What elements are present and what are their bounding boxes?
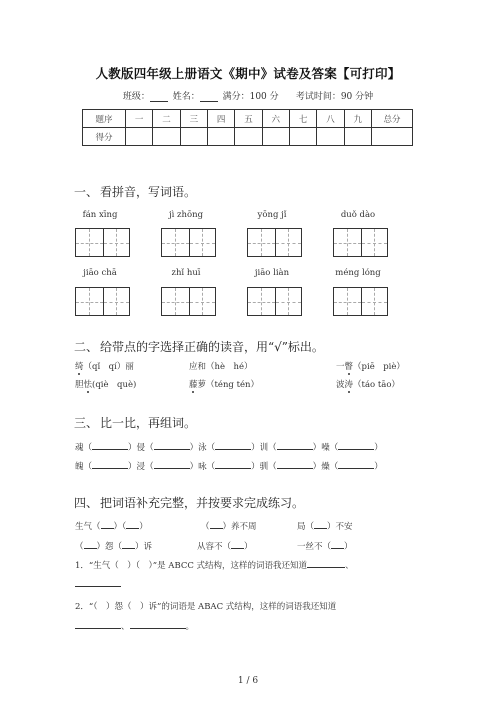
class-label: 班级： bbox=[122, 92, 150, 102]
score-cell[interactable] bbox=[317, 128, 344, 146]
section-title: 看拼音，写词语。 bbox=[100, 185, 197, 199]
reading-item: 胆怯(qiè què) bbox=[75, 380, 137, 390]
score-col-label: 题序 bbox=[83, 110, 126, 128]
answer-blank[interactable] bbox=[307, 559, 345, 568]
score-table bbox=[82, 109, 413, 146]
pinyin: fán xīng bbox=[82, 210, 118, 220]
writing-grid[interactable] bbox=[75, 287, 130, 316]
pinyin: jì zhōng bbox=[168, 210, 204, 220]
section-number: 三、 bbox=[74, 416, 99, 430]
score-cell[interactable] bbox=[235, 128, 262, 146]
section-number: 一、 bbox=[74, 185, 99, 199]
section-1-heading bbox=[74, 183, 196, 200]
score-col: 二 bbox=[153, 110, 180, 128]
pinyin: jiāo liàn bbox=[254, 268, 290, 278]
score-cell[interactable] bbox=[262, 128, 289, 146]
score-cell[interactable] bbox=[344, 128, 371, 146]
section-2-heading bbox=[74, 338, 324, 355]
answer-blank[interactable] bbox=[154, 460, 190, 469]
score-cell[interactable] bbox=[372, 128, 413, 146]
section-4-heading bbox=[74, 494, 304, 511]
score-value-row bbox=[83, 128, 413, 146]
pinyin: duǒ dào bbox=[340, 210, 376, 220]
reading-item: 应和（hè hé） bbox=[189, 362, 253, 372]
idiom-item: 从容不（ ） bbox=[197, 542, 253, 552]
answer-blank[interactable] bbox=[338, 441, 374, 450]
score-col: 四 bbox=[207, 110, 234, 128]
class-blank bbox=[150, 92, 168, 102]
word-row: 魄（ ）浸（ ）咏（ ）驯（ ）燥（ ） bbox=[75, 462, 383, 472]
answer-blank[interactable] bbox=[92, 441, 128, 450]
answer-line[interactable] bbox=[75, 586, 121, 587]
section-number: 二、 bbox=[74, 340, 99, 354]
section-title: 把词语补充完整，并按要求完成练习。 bbox=[100, 496, 305, 510]
answer-blank[interactable] bbox=[277, 441, 313, 450]
page-title: 人教版四年级上册语文《期中》试卷及答案【可打印】 bbox=[95, 66, 401, 81]
name-blank bbox=[200, 92, 218, 102]
section-title: 比一比，再组词。 bbox=[100, 416, 197, 430]
answer-blank[interactable] bbox=[92, 460, 128, 469]
answer-blank[interactable] bbox=[215, 441, 251, 450]
score-col: 八 bbox=[317, 110, 344, 128]
score-col: 七 bbox=[289, 110, 316, 128]
score-col: 一 bbox=[126, 110, 153, 128]
name-label: 姓名： bbox=[172, 92, 200, 102]
answer-blank[interactable] bbox=[277, 460, 313, 469]
reading-item: 藤萝（téng tén） bbox=[189, 380, 259, 390]
score-col-total: 总分 bbox=[372, 110, 413, 128]
pinyin: méng lóng bbox=[335, 268, 381, 278]
exam-info bbox=[0, 89, 496, 102]
answer-blank[interactable] bbox=[338, 460, 374, 469]
writing-grid[interactable] bbox=[247, 287, 302, 316]
idiom-item: 局（ ）不安 bbox=[297, 522, 353, 532]
writing-grid[interactable] bbox=[75, 228, 130, 257]
answer-blank[interactable] bbox=[75, 620, 121, 629]
score-header-row bbox=[83, 110, 413, 128]
section-3-heading bbox=[74, 414, 196, 431]
score-cell[interactable] bbox=[180, 128, 207, 146]
score-col: 六 bbox=[262, 110, 289, 128]
idiom-item: 生气（ ）（ ） bbox=[75, 522, 148, 532]
answer-blank[interactable] bbox=[154, 441, 190, 450]
question-2: 2．“（ ）怨（ ）诉”的词语是 ABAC 式结构，这样的词语我还知道 bbox=[75, 602, 337, 612]
writing-grid[interactable] bbox=[333, 287, 388, 316]
writing-grid[interactable] bbox=[333, 228, 388, 257]
reading-item: 一瞥（piē piè） bbox=[336, 362, 405, 372]
question-2-answers: 、 。 bbox=[75, 620, 194, 632]
exam-time: 考试时间：90 分钟 bbox=[295, 92, 374, 102]
reading-item: 绮（qǐ qí）丽 bbox=[75, 362, 134, 372]
answer-blank[interactable] bbox=[130, 620, 186, 629]
idiom-item: （ ）怨（ ）诉 bbox=[75, 542, 153, 552]
pinyin: zhǐ huī bbox=[171, 268, 201, 278]
writing-grid[interactable] bbox=[161, 228, 216, 257]
score-col: 九 bbox=[344, 110, 371, 128]
question-1: 1．“生气（ ）（ ）”是 ABCC 式结构，这样的词语我还知道 、 bbox=[75, 561, 354, 571]
pinyin: jiāo chā bbox=[83, 268, 117, 278]
writing-grid[interactable] bbox=[161, 287, 216, 316]
section-title: 给带点的字选择正确的读音，用“√”标出。 bbox=[100, 340, 324, 354]
score-cell[interactable] bbox=[126, 128, 153, 146]
score-cell[interactable] bbox=[153, 128, 180, 146]
score-row-label: 得分 bbox=[83, 128, 126, 146]
pinyin: yōng jǐ bbox=[257, 210, 287, 220]
idiom-item: 一丝不（ ） bbox=[297, 542, 353, 552]
score-col: 三 bbox=[180, 110, 207, 128]
section-number: 四、 bbox=[74, 496, 99, 510]
reading-item: 波涛（táo tāo） bbox=[336, 380, 400, 390]
page-number: 1 / 6 bbox=[237, 676, 259, 686]
score-cell[interactable] bbox=[207, 128, 234, 146]
word-row: 魂（ ）侵（ ）泳（ ）训（ ）噪（ ） bbox=[75, 443, 383, 453]
answer-blank[interactable] bbox=[215, 460, 251, 469]
writing-grid[interactable] bbox=[247, 228, 302, 257]
idiom-item: （ ）养不周 bbox=[201, 522, 257, 532]
full-score: 满分：100 分 bbox=[222, 92, 279, 102]
score-col: 五 bbox=[235, 110, 262, 128]
score-cell[interactable] bbox=[289, 128, 316, 146]
